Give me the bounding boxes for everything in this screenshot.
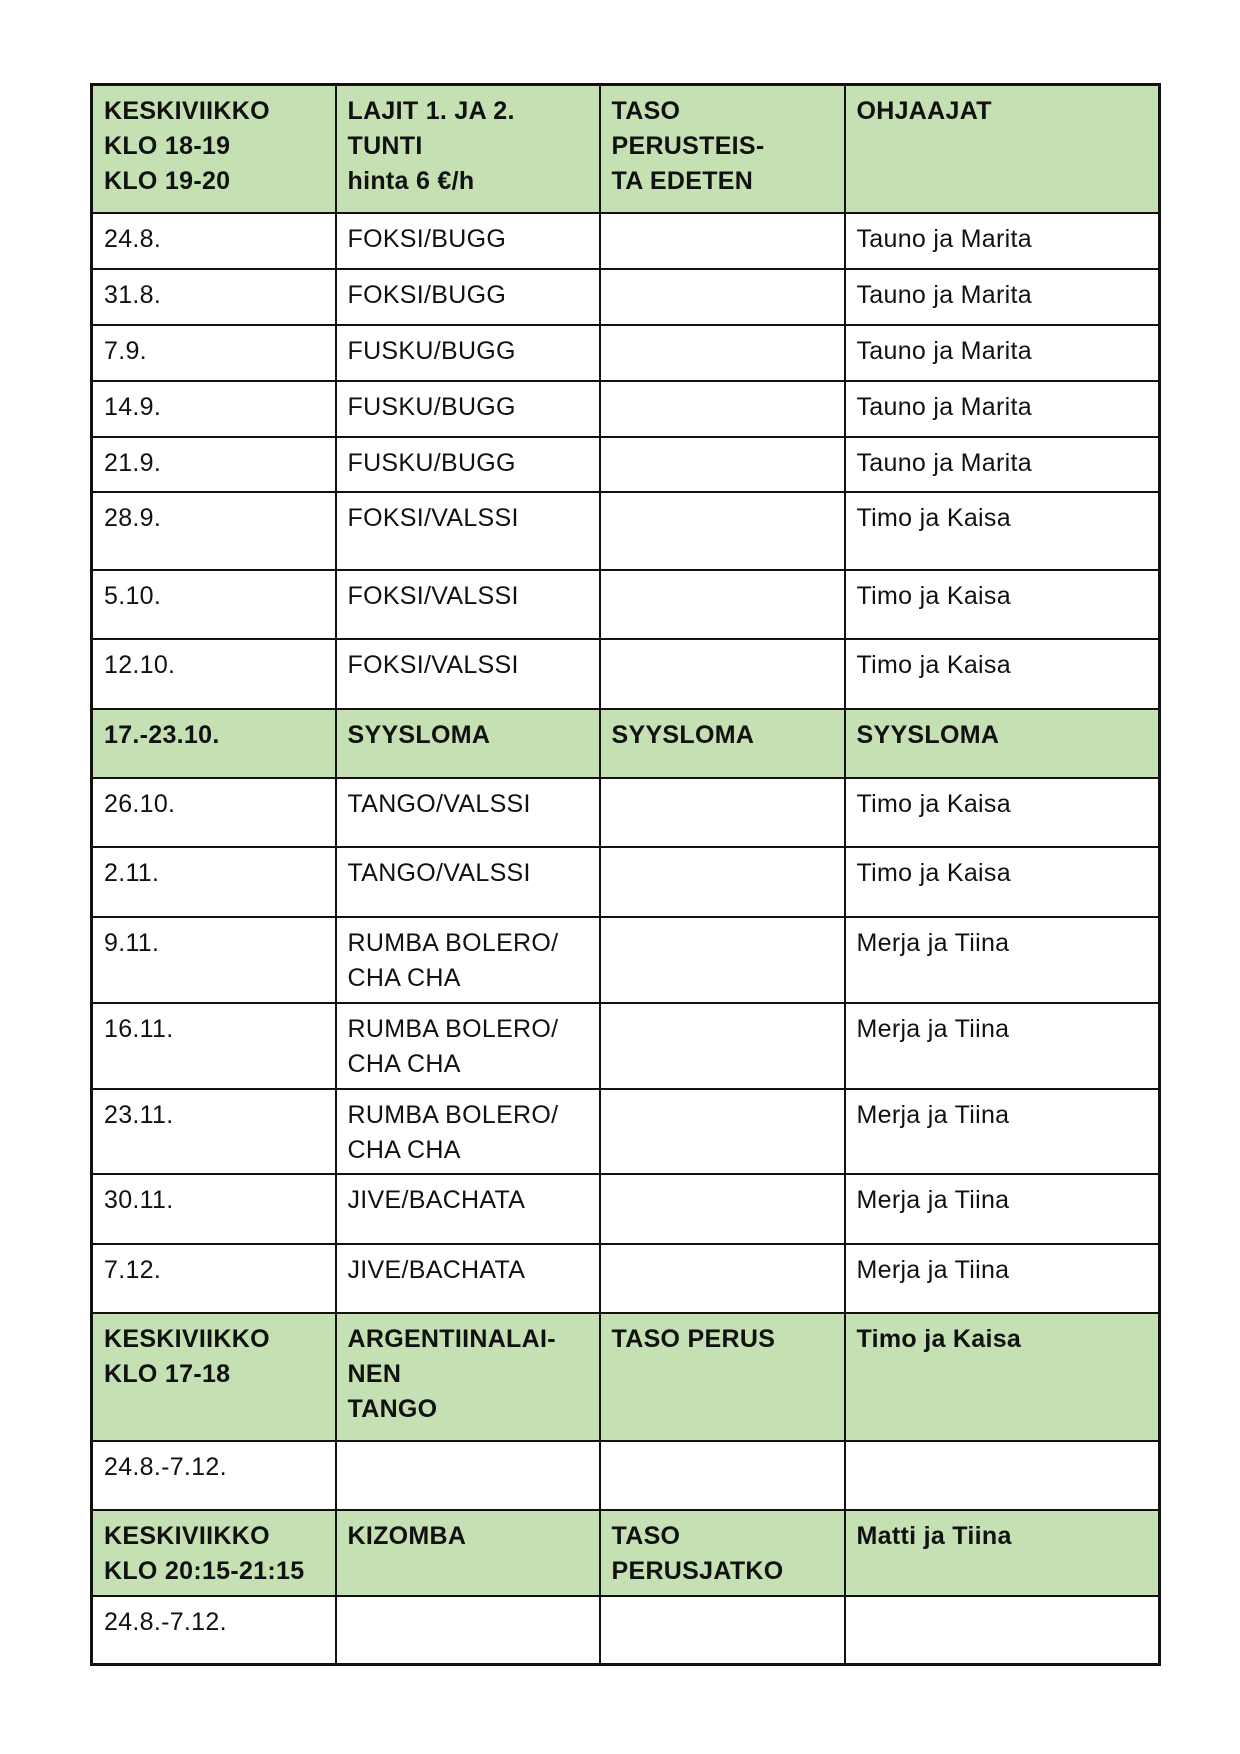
dance-cell: FOKSI/BUGG [336, 213, 600, 269]
tango-course-header-row [92, 1313, 1160, 1441]
table-row [92, 325, 1160, 381]
date-cell: 31.8. [92, 269, 336, 325]
table-row [92, 570, 1160, 639]
table-row [92, 1441, 1160, 1510]
date-cell: 30.11. [92, 1174, 336, 1244]
level-cell: SYYSLOMA [600, 709, 845, 778]
instructors-cell: Tauno ja Marita [845, 437, 1160, 492]
dance-cell: FOKSI/VALSSI [336, 639, 600, 709]
header-level: TASO PERUSTEIS- TA EDETEN [600, 85, 845, 213]
dance-cell: KIZOMBA [336, 1510, 600, 1596]
level-cell [600, 269, 845, 325]
level-cell [600, 847, 845, 917]
date-cell: 5.10. [92, 570, 336, 639]
dance-cell: RUMBA BOLERO/ CHA CHA [336, 1089, 600, 1174]
level-cell [600, 381, 845, 437]
date-cell: 28.9. [92, 492, 336, 570]
level-cell [600, 1089, 845, 1174]
date-cell: 24.8. [92, 213, 336, 269]
date-cell: 7.9. [92, 325, 336, 381]
instructors-cell [845, 1441, 1160, 1510]
dance-cell: FOKSI/BUGG [336, 269, 600, 325]
level-cell [600, 639, 845, 709]
date-cell: 24.8.-7.12. [92, 1441, 336, 1510]
table-row [92, 1003, 1160, 1089]
date-cell: 12.10. [92, 639, 336, 709]
table-row [92, 492, 1160, 570]
instructors-cell: Merja ja Tiina [845, 1003, 1160, 1089]
instructors-cell: Timo ja Kaisa [845, 1313, 1160, 1441]
header-day: KESKIVIIKKO KLO 18-19 KLO 19-20 [92, 85, 336, 213]
header-instructors: OHJAAJAT [845, 85, 1160, 213]
date-cell: 21.9. [92, 437, 336, 492]
date-cell: 26.10. [92, 778, 336, 847]
date-cell: 14.9. [92, 381, 336, 437]
dance-cell: RUMBA BOLERO/ CHA CHA [336, 1003, 600, 1089]
table-row [92, 917, 1160, 1003]
instructors-cell: Timo ja Kaisa [845, 778, 1160, 847]
table-row [92, 269, 1160, 325]
table-row [92, 213, 1160, 269]
dance-cell: FOKSI/VALSSI [336, 492, 600, 570]
level-cell [600, 570, 845, 639]
table-row [92, 778, 1160, 847]
instructors-cell: SYYSLOMA [845, 709, 1160, 778]
date-cell: 9.11. [92, 917, 336, 1003]
instructors-cell: Timo ja Kaisa [845, 570, 1160, 639]
level-cell [600, 213, 845, 269]
table-row [92, 1089, 1160, 1174]
level-cell [600, 1003, 845, 1089]
dance-cell: JIVE/BACHATA [336, 1174, 600, 1244]
instructors-cell [845, 1596, 1160, 1665]
autumn-break-row [92, 709, 1160, 778]
level-cell [600, 1596, 845, 1665]
dance-cell: TANGO/VALSSI [336, 778, 600, 847]
instructors-cell: Timo ja Kaisa [845, 639, 1160, 709]
table-row [92, 437, 1160, 492]
dance-cell: ARGENTIINALAI- NEN TANGO [336, 1313, 600, 1441]
dance-cell: JIVE/BACHATA [336, 1244, 600, 1313]
dance-cell: FUSKU/BUGG [336, 325, 600, 381]
level-cell [600, 917, 845, 1003]
level-cell [600, 1441, 845, 1510]
table-row [92, 1174, 1160, 1244]
level-cell [600, 325, 845, 381]
instructors-cell: Tauno ja Marita [845, 269, 1160, 325]
instructors-cell: Timo ja Kaisa [845, 847, 1160, 917]
level-cell [600, 778, 845, 847]
date-cell: 23.11. [92, 1089, 336, 1174]
dance-cell: FOKSI/VALSSI [336, 570, 600, 639]
date-cell: KESKIVIIKKO KLO 20:15-21:15 [92, 1510, 336, 1596]
table-row [92, 1244, 1160, 1313]
instructors-cell: Tauno ja Marita [845, 381, 1160, 437]
date-cell: 24.8.-7.12. [92, 1596, 336, 1665]
date-cell: 2.11. [92, 847, 336, 917]
course-schedule-table [90, 83, 1161, 1666]
dance-cell: RUMBA BOLERO/ CHA CHA [336, 917, 600, 1003]
date-cell: 7.12. [92, 1244, 336, 1313]
kizomba-course-header-row [92, 1510, 1160, 1596]
instructors-cell: Tauno ja Marita [845, 213, 1160, 269]
level-cell [600, 1244, 845, 1313]
header-row [92, 85, 1160, 213]
instructors-cell: Merja ja Tiina [845, 1244, 1160, 1313]
table-row [92, 1596, 1160, 1665]
level-cell: TASO PERUS [600, 1313, 845, 1441]
date-cell: KESKIVIIKKO KLO 17-18 [92, 1313, 336, 1441]
dance-cell: FUSKU/BUGG [336, 437, 600, 492]
dance-cell: FUSKU/BUGG [336, 381, 600, 437]
dance-cell: TANGO/VALSSI [336, 847, 600, 917]
instructors-cell: Merja ja Tiina [845, 917, 1160, 1003]
instructors-cell: Merja ja Tiina [845, 1174, 1160, 1244]
level-cell: TASO PERUSJATKO [600, 1510, 845, 1596]
table-row [92, 639, 1160, 709]
instructors-cell: Timo ja Kaisa [845, 492, 1160, 570]
dance-cell [336, 1441, 600, 1510]
date-cell: 16.11. [92, 1003, 336, 1089]
level-cell [600, 437, 845, 492]
table-row [92, 847, 1160, 917]
header-dances: LAJIT 1. JA 2. TUNTI hinta 6 €/h [336, 85, 600, 213]
dance-cell [336, 1596, 600, 1665]
instructors-cell: Matti ja Tiina [845, 1510, 1160, 1596]
dance-cell: SYYSLOMA [336, 709, 600, 778]
table-row [92, 381, 1160, 437]
level-cell [600, 1174, 845, 1244]
date-cell: 17.-23.10. [92, 709, 336, 778]
level-cell [600, 492, 845, 570]
instructors-cell: Merja ja Tiina [845, 1089, 1160, 1174]
instructors-cell: Tauno ja Marita [845, 325, 1160, 381]
